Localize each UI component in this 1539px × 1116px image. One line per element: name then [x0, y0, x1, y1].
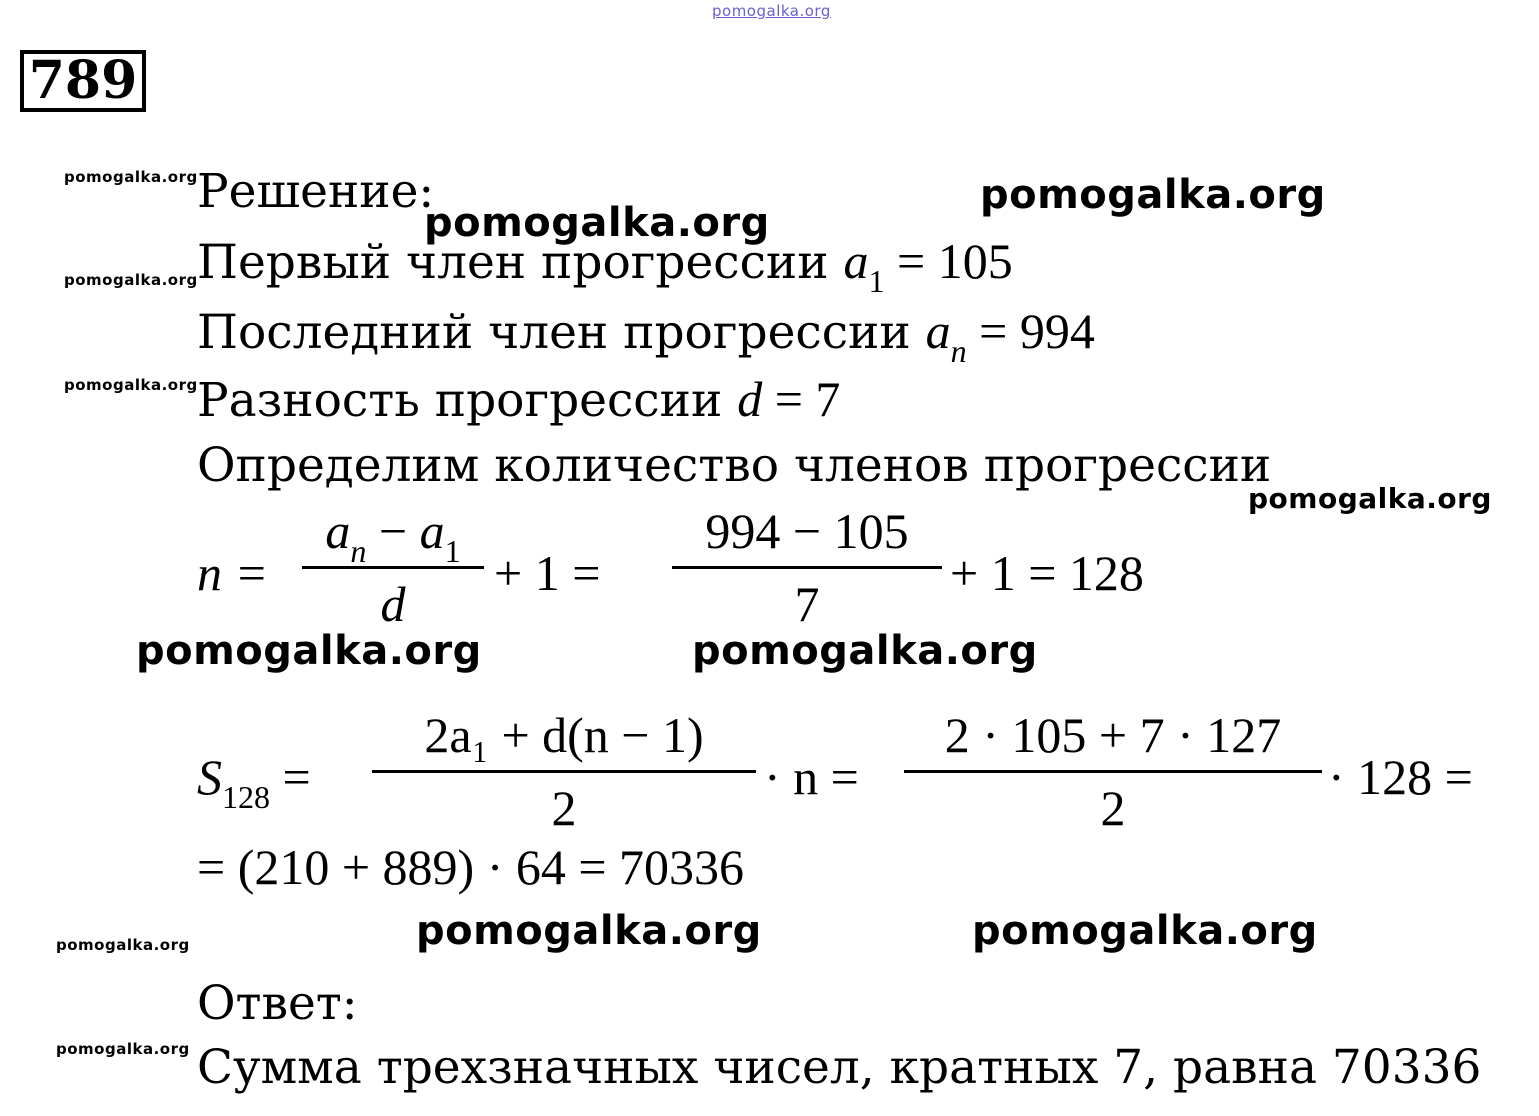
- watermark-small: pomogalka.org: [64, 271, 198, 289]
- formula-n-mid: + 1 =: [494, 545, 601, 601]
- formula-s-lhs: $S_{128}$ =: [197, 749, 311, 815]
- fraction-1-numerator: $a_n - a_1$: [325, 503, 461, 569]
- first-term-text: Первый член прогрессии: [197, 235, 844, 290]
- first-term-line: [197, 233, 1013, 299]
- formula-n-result: + 1 = 128: [950, 545, 1144, 601]
- problem-number: 789: [20, 50, 146, 112]
- formula-s-tail: · 128 =: [1328, 749, 1473, 805]
- formula-s-fraction-2: [904, 707, 1322, 836]
- s-fraction-2-numerator: 2 · 105 + 7 · 127: [944, 707, 1282, 763]
- formula-s-line-2: = (210 + 889) · 64 = 70336: [197, 839, 745, 895]
- formula-s-fraction-1: [372, 707, 756, 836]
- difference-text: Разность прогрессии: [197, 373, 738, 428]
- last-term-line: [197, 303, 1095, 369]
- watermark-small: pomogalka.org: [56, 1040, 190, 1058]
- watermark-small: pomogalka.org: [64, 376, 198, 394]
- top-watermark-link[interactable]: pomogalka.org: [712, 2, 831, 20]
- first-term-value: = 105: [884, 233, 1013, 289]
- answer-label: Ответ:: [197, 976, 358, 1031]
- difference-value: = 7: [762, 371, 841, 427]
- s-fraction-1-numerator: 2a₁ + d(n − 1): [424, 707, 704, 763]
- watermark-small: pomogalka.org: [56, 936, 190, 954]
- last-term-sub: n: [950, 333, 967, 369]
- watermark-medium: pomogalka.org: [1248, 482, 1492, 515]
- difference-line: [197, 371, 841, 428]
- formula-s-mid: · n =: [764, 749, 859, 805]
- watermark-large: pomogalka.org: [424, 200, 770, 246]
- formula-n-lhs: n =: [197, 545, 269, 601]
- watermark-large: pomogalka.org: [972, 908, 1318, 954]
- formula-n-fraction-1: [302, 503, 484, 632]
- watermark-large: pomogalka.org: [980, 172, 1326, 218]
- count-heading: Определим количество членов прогрессии: [197, 438, 1272, 493]
- watermark-large: pomogalka.org: [416, 908, 762, 954]
- solution-label: Решение:: [197, 164, 435, 219]
- s-fraction-1-bar: [372, 770, 756, 773]
- fraction-2-denominator: 7: [794, 576, 820, 632]
- watermark-large: pomogalka.org: [136, 628, 482, 674]
- fraction-2-bar: [672, 566, 942, 569]
- s-fraction-2-denominator: 2: [1100, 780, 1126, 836]
- watermark-large: pomogalka.org: [692, 628, 1038, 674]
- last-term-text: Последний член прогрессии: [197, 305, 926, 360]
- watermark-small: pomogalka.org: [64, 168, 198, 186]
- last-term-value: = 994: [966, 303, 1095, 359]
- answer-text: Сумма трехзначных чисел, кратных 7, равна 70336: [197, 1040, 1482, 1095]
- formula-n-fraction-2: [672, 503, 942, 632]
- difference-var: d: [737, 371, 763, 427]
- s-fraction-1-denominator: 2: [551, 780, 577, 836]
- last-term-var: a: [925, 303, 951, 359]
- first-term-var: a: [843, 233, 869, 289]
- fraction-2-numerator: 994 − 105: [705, 503, 909, 559]
- first-term-sub: 1: [868, 263, 885, 299]
- fraction-1-denominator: d: [380, 576, 406, 632]
- s-fraction-2-bar: [904, 770, 1322, 773]
